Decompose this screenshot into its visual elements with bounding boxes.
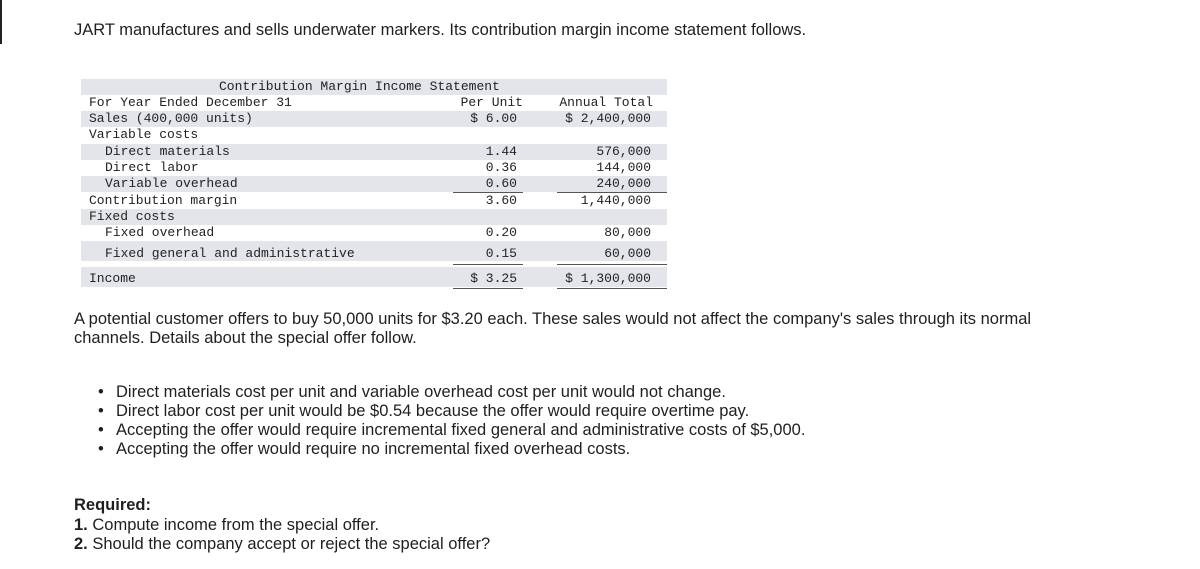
required-item-2 bbox=[74, 535, 490, 555]
row-per-unit: $ 6.00 bbox=[470, 111, 517, 126]
row-label: Direct materials bbox=[105, 144, 230, 159]
row-label: Fixed general and administrative bbox=[105, 246, 355, 261]
required-item-1 bbox=[74, 516, 490, 536]
row-annual: 144,000 bbox=[596, 160, 651, 175]
row-annual: 240,000 bbox=[596, 176, 651, 191]
row-per-unit: $ 3.25 bbox=[470, 271, 517, 286]
col-header-per-unit: Per Unit bbox=[460, 95, 523, 110]
row-annual: 60,000 bbox=[604, 246, 651, 261]
row-per-unit: 0.36 bbox=[485, 160, 517, 175]
income-rule-per-unit bbox=[453, 288, 523, 289]
intro-text: JART manufactures and sells underwater markers. Its contribution margin income statement follows. bbox=[74, 21, 807, 39]
required-item-number: 1. bbox=[74, 515, 88, 534]
row-per-unit: 3.60 bbox=[485, 193, 517, 208]
list-item: • Accepting the offer would require incremental fixed general and administrative costs of $5,000. bbox=[98, 421, 805, 440]
income-statement-table bbox=[81, 79, 667, 289]
required-section bbox=[74, 496, 490, 555]
required-item-text: Should the company accept or reject the special offer? bbox=[92, 535, 491, 553]
row-label: Fixed costs bbox=[89, 209, 175, 224]
special-offer-paragraph: A potential customer offers to buy 50,000 units for $3.20 each. These sales would not affect the company's sales through its normal channels. Details about the special offer follow. bbox=[74, 310, 1032, 347]
row-annual: 1,440,000 bbox=[580, 193, 651, 208]
row-label: Sales (400,000 units) bbox=[89, 111, 253, 126]
row-label: Variable overhead bbox=[105, 176, 238, 191]
total-rule-annual bbox=[557, 264, 667, 265]
row-per-unit: 0.20 bbox=[485, 225, 517, 240]
left-edge-bar bbox=[0, 0, 2, 44]
list-item: • Direct labor cost per unit would be $0.54 because the offer would require overtime pay. bbox=[98, 402, 805, 421]
row-annual: 576,000 bbox=[596, 144, 651, 159]
row-per-unit: 1.44 bbox=[485, 144, 517, 159]
offer-details-list bbox=[98, 383, 805, 459]
row-label: Income bbox=[89, 271, 136, 286]
statement-period: For Year Ended December 31 bbox=[89, 95, 292, 110]
required-item-number: 2. bbox=[74, 535, 88, 553]
total-rule-per-unit bbox=[453, 264, 523, 265]
row-annual: $ 1,300,000 bbox=[565, 271, 651, 286]
row-per-unit: 0.15 bbox=[485, 246, 517, 261]
row-label: Fixed overhead bbox=[105, 225, 215, 240]
row-label: Variable costs bbox=[89, 127, 199, 142]
row-annual: $ 2,400,000 bbox=[565, 111, 651, 126]
row-label: Direct labor bbox=[105, 160, 199, 175]
income-rule-annual bbox=[557, 288, 667, 289]
row-per-unit: 0.60 bbox=[485, 176, 517, 191]
statement-title: Contribution Margin Income Statement bbox=[219, 79, 500, 94]
required-item-text: Compute income from the special offer. bbox=[92, 515, 380, 534]
row-label: Contribution margin bbox=[89, 193, 238, 208]
list-item: • Accepting the offer would require no incremental fixed overhead costs. bbox=[98, 440, 805, 459]
col-header-annual-total: Annual Total bbox=[559, 95, 653, 110]
required-heading: Required: bbox=[74, 496, 152, 514]
row-annual: 80,000 bbox=[604, 225, 651, 240]
list-item: • Direct materials cost per unit and variable overhead cost per unit would not change. bbox=[98, 383, 805, 402]
